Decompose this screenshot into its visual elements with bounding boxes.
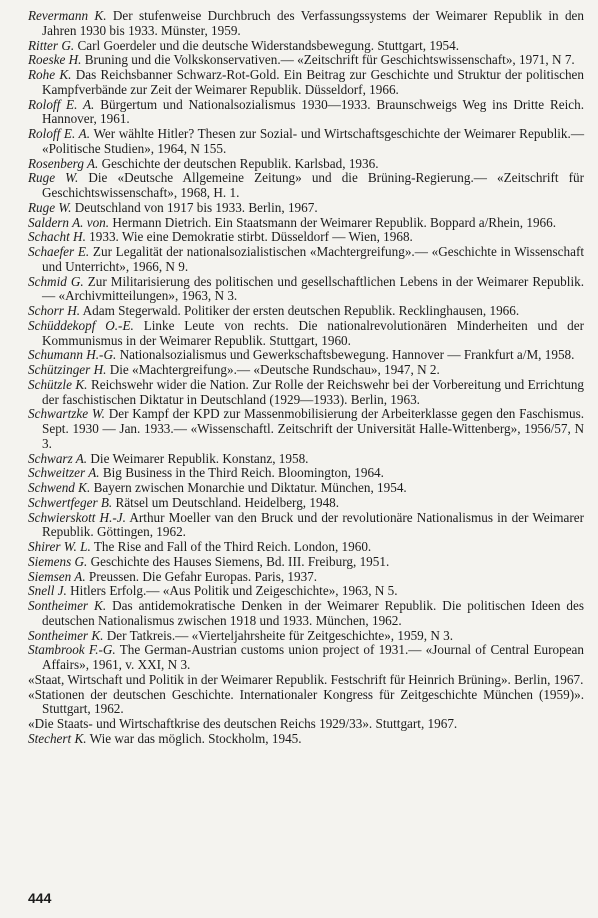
entry-author: Schwend K.: [28, 480, 91, 495]
bibliography-list: [28, 9, 584, 747]
bibliography-entry: [28, 452, 584, 467]
entry-text: Wie war das möglich. Stockholm, 1945.: [89, 730, 302, 746]
bibliography-entry: [28, 98, 584, 128]
bibliography-entry: [28, 496, 584, 511]
entry-author: Schwierskott H.-J.: [28, 509, 126, 525]
entry-text: Bürgertum und Nationalsozialismus 1930—1933. Braunschweigs Weg ins Dritte Reich. Hannover, 1961.: [42, 96, 585, 127]
entry-author: Siemsen A.: [28, 568, 86, 584]
bibliography-entry: [28, 511, 584, 541]
entry-author: Stambrook F.-G.: [28, 642, 116, 658]
entry-text: Deutschland von 1917 bis 1933. Berlin, 1967.: [74, 199, 318, 215]
bibliography-entry: [28, 171, 584, 201]
entry-author: Ritter G.: [28, 37, 75, 53]
entry-text: Der Tatkreis.— «Vierteljahrsheite für Zeitgeschichte», 1959, N 3.: [106, 627, 454, 643]
entry-text: «Stationen der deutschen Geschichte. Internationaler Kongress für Zeitgeschichte München (1959)». Stuttgart, 1962.: [28, 686, 584, 717]
entry-text: Das Reichsbanner Schwarz-Rot-Gold. Ein Beitrag zur Geschichte und Struktur der politischen Kampfverbände zur Zeit der Weimarer Republik. Düsseldorf, 1966.: [42, 67, 584, 97]
entry-text: Hermann Dietrich. Ein Staatsmann der Weimarer Republik. Boppard a/Rhein, 1966.: [112, 214, 557, 230]
entry-text: «Die Staats- und Wirtschaftkrise des deutschen Reichs 1929/33». Stuttgart, 1967.: [28, 716, 458, 731]
bibliography-entry: [28, 570, 584, 585]
entry-author: Stechert K.: [28, 730, 87, 746]
bibliography-entry: [28, 643, 584, 673]
entry-text: Rätsel um Deutschland. Heidelberg, 1948.: [115, 494, 340, 510]
entry-text: Die «Machtergreifung».— «Deutsche Rundschau», 1947, N 2.: [109, 362, 440, 377]
entry-author: Schwertfeger B.: [28, 494, 113, 510]
entry-author: Schützle K.: [28, 376, 88, 392]
entry-author: Rohe K.: [28, 67, 72, 82]
entry-text: Die «Deutsche Allgemeine Zeitung» und die Brüning-Regierung.— «Zeitschrift für Geschichtswissenschaft», 1968, H. 1.: [42, 170, 585, 200]
bibliography-entry: [28, 68, 584, 98]
bibliography-entry: [28, 230, 584, 245]
bibliography-entry: [28, 407, 584, 451]
entry-author: Schacht H.: [28, 229, 86, 245]
entry-author: Snell J.: [28, 583, 67, 599]
entry-text: Die Weimarer Republik. Konstanz, 1958.: [90, 450, 309, 466]
entry-author: Schaefer E.: [28, 244, 90, 259]
entry-author: Schüddekopf O.-E.: [28, 317, 134, 333]
bibliography-page: [28, 9, 584, 747]
bibliography-entry: [28, 555, 584, 570]
bibliography-entry: [28, 378, 584, 408]
bibliography-entry: [28, 629, 584, 644]
bibliography-entry: [28, 304, 584, 319]
entry-text: Das antidemokratische Denken in der Weimarer Republik. Die politischen Ideen des deutschen Nationalismus zwischen 1918 und 1933. München, 1962.: [42, 598, 584, 628]
entry-text: Bruning und die Volkskonservativen.— «Zeitschrift für Geschichtswissenschaft», 1971, N 7.: [84, 52, 575, 68]
entry-text: Carl Goerdeler und die deutsche Widerstandsbewegung. Stuttgart, 1954.: [77, 37, 460, 53]
entry-text: The Rise and Fall of the Third Reich. London, 1960.: [93, 539, 372, 554]
entry-text: Bayern zwischen Monarchie und Diktatur. München, 1954.: [93, 480, 407, 495]
entry-author: Revermann K.: [28, 8, 107, 23]
entry-author: Sontheimer K.: [28, 598, 107, 613]
entry-text: Zur Legalität der nationalsozialistischen «Machtergreifung».— «Geschichte in Wissenschaft und Unterricht», 1966, N 9.: [42, 244, 585, 274]
bibliography-entry: [28, 348, 584, 363]
entry-text: Adam Stegerwald. Politiker der ersten deutschen Republik. Recklinghausen, 1966.: [82, 303, 520, 318]
entry-author: Schorr H.: [28, 303, 81, 318]
entry-author: Schwarz A.: [28, 450, 88, 466]
bibliography-entry: [28, 53, 584, 68]
entry-author: Roloff E. A.: [28, 96, 95, 112]
entry-author: Schumann H.-G.: [28, 347, 117, 363]
bibliography-entry: [28, 732, 584, 747]
entry-author: Roloff E. A.: [28, 126, 91, 141]
entry-text: Der stufenweise Durchbruch des Verfassungssystems der Weimarer Republik in den Jahren 1930 bis 1933. Münster, 1959.: [42, 8, 584, 38]
entry-text: 1933. Wie eine Demokratie stirbt. Düsseldorf — Wien, 1968.: [89, 229, 413, 245]
entry-author: Siemens G.: [28, 553, 88, 569]
bibliography-entry: [28, 688, 584, 718]
bibliography-entry: [28, 127, 584, 157]
entry-author: Schützinger H.: [28, 362, 107, 377]
entry-text: Hitlers Erfolg.— «Aus Politik und Zeigeschichte», 1963, N 5.: [70, 583, 398, 599]
entry-text: Wer wählte Hitler? Thesen zur Sozial- und Wirtschaftsgeschichte der Weimarer Republik.— «Politische Studien», 1964, N 155.: [42, 126, 585, 156]
entry-text: Der Kampf der KPD zur Massenmobilisierung der Arbeiterklasse gegen den Faschismus. Sept. 1930 — Jan. 1933.— «Wissenschaftl. Zeitschrift der Universität Halle-Wittenberg», 1956/57, N 3.: [42, 406, 585, 451]
entry-text: The German-Austrian customs union project of 1931.— «Journal of Central European Affairs», 1961, v. XXI, N 3.: [42, 642, 584, 672]
entry-author: Schmid G.: [28, 273, 84, 289]
bibliography-entry: [28, 275, 584, 305]
entry-text: Preussen. Die Gefahr Europas. Paris, 1937.: [88, 568, 318, 584]
bibliography-entry: [28, 216, 584, 231]
entry-author: Saldern A. von.: [28, 214, 110, 230]
entry-author: Schwartzke W.: [28, 406, 105, 422]
bibliography-entry: [28, 39, 584, 54]
bibliography-entry: [28, 717, 584, 732]
bibliography-entry: [28, 157, 584, 172]
bibliography-entry: [28, 245, 584, 275]
bibliography-entry: [28, 599, 584, 629]
entry-author: Shirer W. L.: [28, 539, 91, 554]
entry-text: Zur Militarisierung des politischen und gesellschaftlichen Lebens in der Weimarer Republik.— «Archivmitteilungen», 1963, N 3.: [42, 273, 584, 304]
bibliography-entry: [28, 584, 584, 599]
entry-text: Geschichte der deutschen Republik. Karlsbad, 1936.: [101, 155, 379, 171]
bibliography-entry: [28, 466, 584, 481]
entry-text: «Staat, Wirtschaft und Politik in der Weimarer Republik. Festschrift für Heinrich Brüning». Berlin, 1967.: [28, 671, 584, 687]
entry-author: Rosenberg A.: [28, 155, 99, 171]
entry-author: Schweitzer A.: [28, 465, 100, 481]
bibliography-entry: [28, 673, 584, 688]
entry-author: Roeske H.: [28, 52, 82, 68]
entry-author: Sontheimer K.: [28, 627, 104, 643]
page-number: 444: [28, 890, 52, 906]
bibliography-entry: [28, 481, 584, 496]
bibliography-entry: [28, 363, 584, 378]
bibliography-entry: [28, 201, 584, 216]
entry-text: Big Business in the Third Reich. Bloomington, 1964.: [102, 465, 384, 481]
entry-author: Ruge W.: [28, 199, 72, 215]
entry-text: Arthur Moeller van den Bruck und der revolutionäre Nationalismus in der Weimarer Republik. Göttingen, 1962.: [42, 509, 584, 540]
entry-author: Ruge W.: [28, 170, 79, 186]
bibliography-entry: [28, 540, 584, 555]
bibliography-entry: [28, 9, 584, 39]
entry-text: Reichswehr wider die Nation. Zur Rolle der Reichswehr bei der Vorbereitung und Errichtung der faschistischen Diktatur in Deutschland (1929—1933). Berlin, 1963.: [42, 376, 585, 407]
entry-text: Nationalsozialismus und Gewerkschaftsbewegung. Hannover — Frankfurt a/M, 1958.: [119, 347, 575, 363]
entry-text: Geschichte des Hauses Siemens, Bd. III. Freiburg, 1951.: [90, 553, 390, 569]
entry-text: Linke Leute von rechts. Die nationalrevolutionären Minderheiten und der Kommunismus in der Weimarer Republik. Stuttgart, 1960.: [42, 317, 585, 348]
bibliography-entry: [28, 319, 584, 349]
